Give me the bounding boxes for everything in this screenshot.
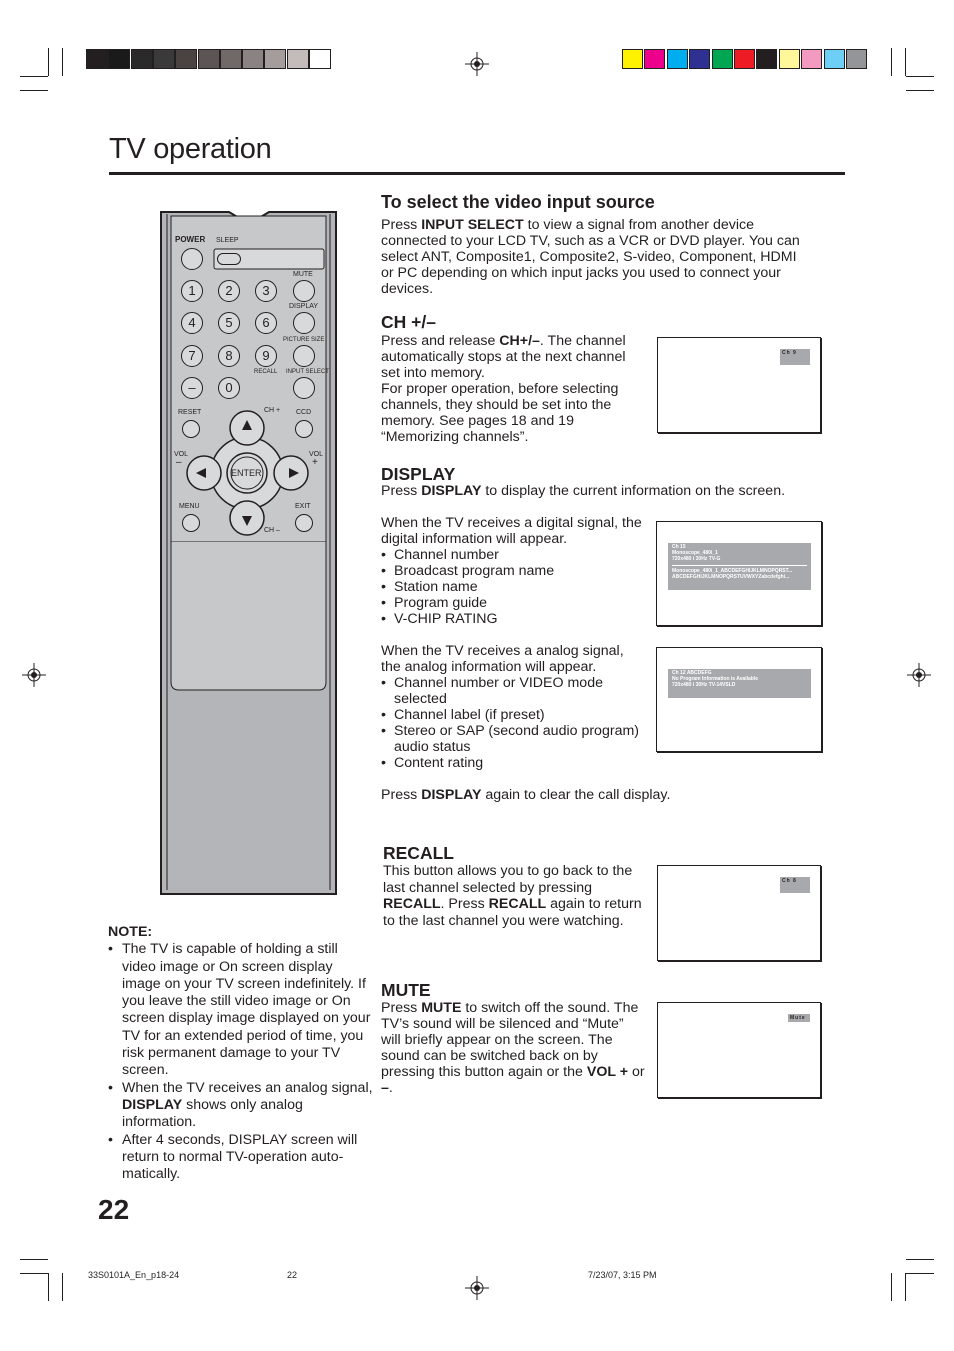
footer-page: 22 [287, 1270, 298, 1280]
reset-label: RESET [178, 409, 202, 416]
vol-right-label: VOL [309, 451, 324, 458]
list-item: • Content rating [381, 755, 651, 771]
color-swatch [756, 49, 777, 69]
color-swatch [712, 49, 733, 69]
display-button[interactable] [293, 312, 315, 334]
input-select-button[interactable] [293, 377, 315, 399]
reset-button[interactable] [182, 420, 200, 438]
crop-mark [62, 1273, 63, 1301]
crop-mark [48, 1273, 49, 1301]
osd-mute: Mute [788, 1014, 810, 1022]
power-label: POWER [175, 235, 206, 244]
color-swatch [689, 49, 710, 69]
page-number: 22 [98, 1194, 130, 1225]
note-item: • When the TV receives an analog signal, DISPLAY shows only analog information. [108, 1080, 373, 1132]
video-input-heading: To select the video input source [381, 192, 655, 212]
crop-mark [20, 1259, 48, 1260]
crop-mark [20, 1273, 48, 1274]
digital-list [381, 547, 651, 627]
power-button[interactable] [181, 248, 203, 270]
list-item: • Stereo or SAP (second audio program) audio status [381, 723, 651, 755]
osd-channel: Ch 9 [780, 349, 810, 365]
color-swatch [779, 49, 800, 69]
crop-mark [906, 76, 934, 77]
mute-paragraph: Press MUTE to switch off the sound. The TV’s sound will be silenced and “Mute” will briefly appear on the screen. The sound can be switched back on by pressing this button again or the VOL + or –. [381, 1000, 645, 1096]
exit-button[interactable] [295, 514, 313, 532]
list-item: • V-CHIP RATING [381, 611, 651, 627]
analog-info-osd: Ch 12 ABCDEFG No Program Information is Available 720x480 i 30Hz TV-14VSLD [668, 669, 811, 698]
mute-label: MUTE [293, 271, 313, 278]
color-swatch [667, 49, 688, 69]
ch-heading: CH +/– [381, 312, 436, 332]
gray-swatch [131, 49, 153, 69]
gray-swatch [242, 49, 264, 69]
crop-mark [906, 1259, 934, 1260]
input-select-label: INPUT SELECT [286, 369, 329, 375]
mute-button[interactable] [293, 280, 315, 302]
gray-swatch [153, 49, 175, 69]
crop-mark [20, 76, 48, 77]
picture-size-label: PICTURE SIZE [283, 337, 325, 343]
vol-up-button[interactable] [275, 457, 307, 489]
vol-down-button[interactable] [188, 457, 220, 489]
crop-mark [20, 90, 48, 91]
digit-5-button[interactable]: 5 [218, 312, 240, 334]
video-input-paragraph: Press INPUT SELECT to view a signal from another device connected to your LCD TV, such as a VCR or DVD player. You can select ANT, Composite1, Composite2, S-video, Component, HDMI or PC depending on which input jacks you used to connect your devices. [381, 217, 800, 297]
tv-screen-analog [656, 647, 822, 752]
tv-screen-recall [657, 865, 821, 961]
digital-info-osd: Ch 15 Monoscope_480i_1 720x480 i 30Hz TV-G Monoscope_480i_1_ABCDEFGHIJKLMNOPQRST... ABCDEFGHIJKLMNOPQRSTUVWXYZabcdefghi... [668, 543, 811, 590]
crop-mark [905, 1273, 906, 1301]
list-item: • Program guide [381, 595, 651, 611]
crop-mark [906, 90, 934, 91]
crop-mark [62, 48, 63, 76]
dash-button[interactable]: – [181, 377, 203, 399]
digital-intro: When the TV receives a digital signal, the digital information will appear. [381, 515, 642, 547]
color-swatch [734, 49, 755, 69]
digit-4-button[interactable]: 4 [181, 312, 203, 334]
digit-1-button[interactable]: 1 [181, 280, 203, 302]
list-item: • Channel number [381, 547, 651, 563]
color-swatch [801, 49, 822, 69]
ccd-button[interactable] [295, 420, 313, 438]
gray-swatch [86, 49, 108, 69]
remote-control-illustration [159, 210, 338, 896]
crop-mark [891, 1273, 892, 1301]
footer-date: 7/23/07, 3:15 PM [588, 1270, 657, 1280]
analog-list [381, 675, 651, 771]
list-item: • Station name [381, 579, 651, 595]
recall-paragraph: This button allows you to go back to the last channel selected by pressing RECALL. Press RECALL again to return to the last channel you were watching. [383, 863, 642, 929]
list-item: • Channel number or VIDEO mode selected [381, 675, 651, 707]
crop-mark [48, 48, 49, 76]
digit-3-button[interactable]: 3 [255, 280, 277, 302]
gray-swatch [264, 49, 286, 69]
footer-file: 33S0101A_En_p18-24 [88, 1270, 180, 1280]
registration-mark-icon [22, 663, 46, 687]
digit-9-button[interactable]: 9 [255, 345, 277, 367]
crop-mark [891, 48, 892, 76]
vol-minus-sign: – [176, 457, 182, 468]
note-item: • After 4 seconds, DISPLAY screen will return to normal TV-operation auto-matically. [108, 1132, 373, 1184]
title-rule [109, 172, 845, 175]
gray-swatch [309, 49, 331, 69]
gray-swatch [198, 49, 220, 69]
color-swatch [824, 49, 845, 69]
ch-minus-label: CH – [264, 527, 280, 534]
note-heading: NOTE: [108, 924, 153, 940]
menu-label: MENU [179, 503, 200, 510]
gray-swatch [287, 49, 309, 69]
digit-6-button[interactable]: 6 [255, 312, 277, 334]
gray-swatch [108, 49, 130, 69]
sleep-label: SLEEP [216, 237, 239, 244]
mute-heading: MUTE [381, 980, 431, 1000]
exit-label: EXIT [295, 503, 311, 510]
enter-button[interactable]: ENTER [231, 468, 262, 478]
vol-plus-sign: + [312, 457, 318, 468]
recall-heading: RECALL [383, 843, 454, 863]
vol-left-label: VOL [174, 451, 189, 458]
ch-plus-label: CH + [264, 407, 281, 414]
list-item: • Channel label (if preset) [381, 707, 651, 723]
sleep-button[interactable] [217, 253, 241, 265]
page-title: TV operation [109, 133, 272, 165]
note-block [108, 924, 373, 1183]
analog-intro: When the TV receives a analog signal, the analog information will appear. [381, 643, 624, 675]
display-intro: Press DISPLAY to display the current information on the screen. [381, 483, 786, 499]
display-heading: DISPLAY [381, 464, 456, 484]
gray-swatch [175, 49, 197, 69]
ccd-label: CCD [296, 409, 312, 416]
registration-mark-icon [465, 1276, 489, 1300]
display-label: DISPLAY [289, 303, 319, 310]
picture-size-button[interactable] [293, 345, 315, 367]
crop-mark [906, 1273, 934, 1274]
color-swatch [846, 49, 867, 69]
registration-mark-icon [907, 663, 931, 687]
tv-screen-digital [656, 521, 822, 626]
recall-label: RECALL [254, 369, 278, 375]
list-item: • Broadcast program name [381, 563, 651, 579]
osd-channel: Ch 8 [780, 877, 810, 893]
ch-down-button[interactable] [231, 502, 263, 534]
color-swatch [644, 49, 665, 69]
note-item: • The TV is capable of holding a still video image or On screen display image on your TV screen indefinitely. If you leave the still video image or On screen display image displayed on your TV for an extended period of time, you risk permanent damage to your TV screen. [108, 941, 373, 1079]
gray-swatch [220, 49, 242, 69]
digit-2-button[interactable]: 2 [218, 280, 240, 302]
digit-8-button[interactable]: 8 [218, 345, 240, 367]
tv-screen-mute [657, 1002, 821, 1098]
ch-paragraph: Press and release CH+/–. The channel automatically stops at the next channel set into memory. For proper operation, before selecting channels, they should be set into the memory. See pages 18 and 19 “Memorizing channels”. [381, 333, 626, 445]
digit-0-button[interactable]: 0 [218, 377, 240, 399]
tv-screen-ch [657, 337, 821, 433]
registration-mark-icon [465, 52, 489, 76]
digit-7-button[interactable]: 7 [181, 345, 203, 367]
menu-button[interactable] [182, 514, 200, 532]
display-again: Press DISPLAY again to clear the call display. [381, 787, 671, 803]
ch-up-button[interactable] [231, 412, 263, 444]
crop-mark [905, 48, 906, 76]
color-swatch [622, 49, 643, 69]
